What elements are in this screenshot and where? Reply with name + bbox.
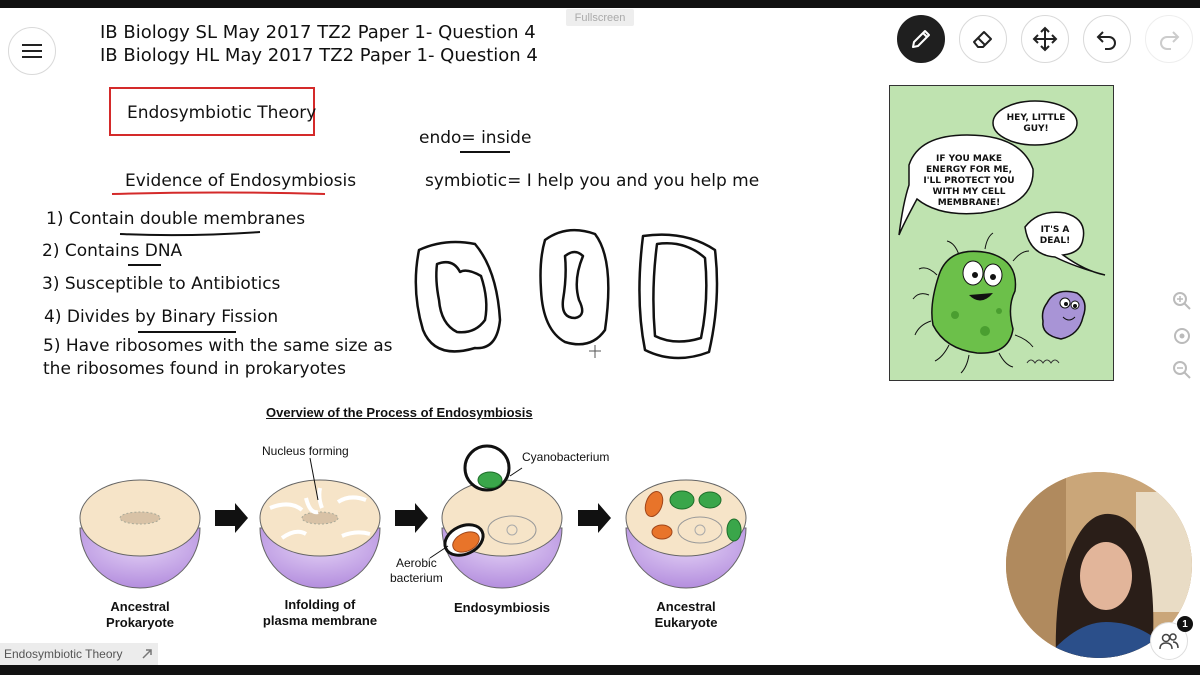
arrow-3 <box>578 503 611 533</box>
stage-2-label: Infolding of plasma membrane <box>262 597 378 628</box>
nucleus-forming-label: Nucleus forming <box>262 444 349 458</box>
stage-4-eukaryote <box>626 480 746 588</box>
zoom-out-button[interactable] <box>1170 358 1194 382</box>
page-tab[interactable] <box>0 643 158 665</box>
bubble-1-line-1: HEY, LITTLE <box>1006 113 1066 123</box>
speech-bubble-1 <box>993 101 1077 145</box>
zoom-in-icon <box>1172 291 1192 311</box>
evidence-item-5: 5) Have ribosomes with the same size as <box>43 336 393 356</box>
bubble-2-line-5: MEMBRANE! <box>937 198 1001 208</box>
evidence-item-2: 2) Contains DNA <box>42 241 183 261</box>
undo-icon <box>1095 27 1119 51</box>
eraser-tool-button[interactable] <box>959 15 1007 63</box>
pencil-tool-button[interactable] <box>897 15 945 63</box>
redo-icon <box>1157 27 1181 51</box>
bubble-1-line-2: GUY! <box>1023 124 1049 134</box>
evidence-item-5-line-2: the ribosomes found in prokaryotes <box>43 359 346 379</box>
bubble-2-line-3: I'LL PROTECT YOU <box>923 176 1015 186</box>
zoom-in-button[interactable] <box>1170 289 1194 313</box>
header-line-1: IB Biology SL May 2017 TZ2 Paper 1- Question 4 <box>100 22 536 43</box>
arrow-1 <box>215 503 248 533</box>
cyanobacterium-label: Cyanobacterium <box>522 450 610 464</box>
underline-dna <box>126 261 166 269</box>
page-tab-label: Endosymbiotic Theory <box>4 647 123 661</box>
title-box-text: Endosymbiotic Theory <box>127 103 317 123</box>
move-tool-button[interactable] <box>1021 15 1069 63</box>
menu-button[interactable] <box>8 27 56 75</box>
pencil-icon <box>909 27 933 51</box>
stage-1-prokaryote <box>80 480 200 588</box>
aerobic-label-line-2: bacterium <box>390 571 443 585</box>
endosymbiosis-diagram <box>70 438 770 608</box>
bubble-2-line-2: ENERGY FOR ME, <box>926 165 1012 175</box>
fullscreen-button[interactable]: Fullscreen <box>566 9 634 26</box>
participants-count-badge: 1 <box>1177 616 1193 632</box>
people-icon <box>1158 632 1180 650</box>
target-icon <box>1172 326 1192 346</box>
arrow-2 <box>395 503 428 533</box>
evidence-heading-underline <box>110 190 330 198</box>
stage-3-endosymbiosis <box>430 446 562 588</box>
stage-3-label: Endosymbiosis <box>453 600 551 615</box>
zoom-reset-button[interactable] <box>1170 324 1194 348</box>
eraser-icon <box>971 27 995 51</box>
double-membrane-sketches <box>405 220 735 370</box>
redo-button[interactable] <box>1145 15 1193 63</box>
symbiotic-definition: symbiotic= I help you and you help me <box>425 171 760 191</box>
evidence-item-4: 4) Divides by Binary Fission <box>44 307 279 327</box>
underline-inside <box>458 148 514 156</box>
endosymbiosis-comic <box>889 85 1114 381</box>
evidence-heading: Evidence of Endosymbiosis <box>125 171 357 191</box>
move-icon <box>1032 26 1058 52</box>
bubble-3-line-2: DEAL! <box>1039 236 1071 246</box>
zoom-out-icon <box>1172 360 1192 380</box>
expand-arrow-icon[interactable] <box>141 648 153 660</box>
endo-definition: endo= inside <box>419 128 532 148</box>
bubble-2-line-1: IF YOU MAKE <box>936 154 1002 164</box>
stage-2-infolding <box>260 458 380 588</box>
evidence-item-3: 3) Susceptible to Antibiotics <box>42 274 281 294</box>
stage-4-label: Ancestral Eukaryote <box>654 599 718 630</box>
underline-double-membranes <box>118 229 268 239</box>
bubble-3-line-1: IT'S A <box>1040 225 1070 235</box>
underline-binary-fission <box>136 328 242 336</box>
stage-1-label: Ancestral Prokaryote <box>106 599 174 630</box>
header-line-2: IB Biology HL May 2017 TZ2 Paper 1- Question 4 <box>100 45 538 66</box>
overview-title: Overview of the Process of Endosymbiosis <box>266 405 533 420</box>
hamburger-menu-icon <box>21 42 43 60</box>
undo-button[interactable] <box>1083 15 1131 63</box>
bubble-2-line-4: WITH MY CELL <box>932 187 1006 197</box>
whiteboard-canvas[interactable] <box>0 8 1200 665</box>
aerobic-label-line-1: Aerobic <box>396 556 437 570</box>
evidence-item-1: 1) Contain double membranes <box>46 209 306 229</box>
